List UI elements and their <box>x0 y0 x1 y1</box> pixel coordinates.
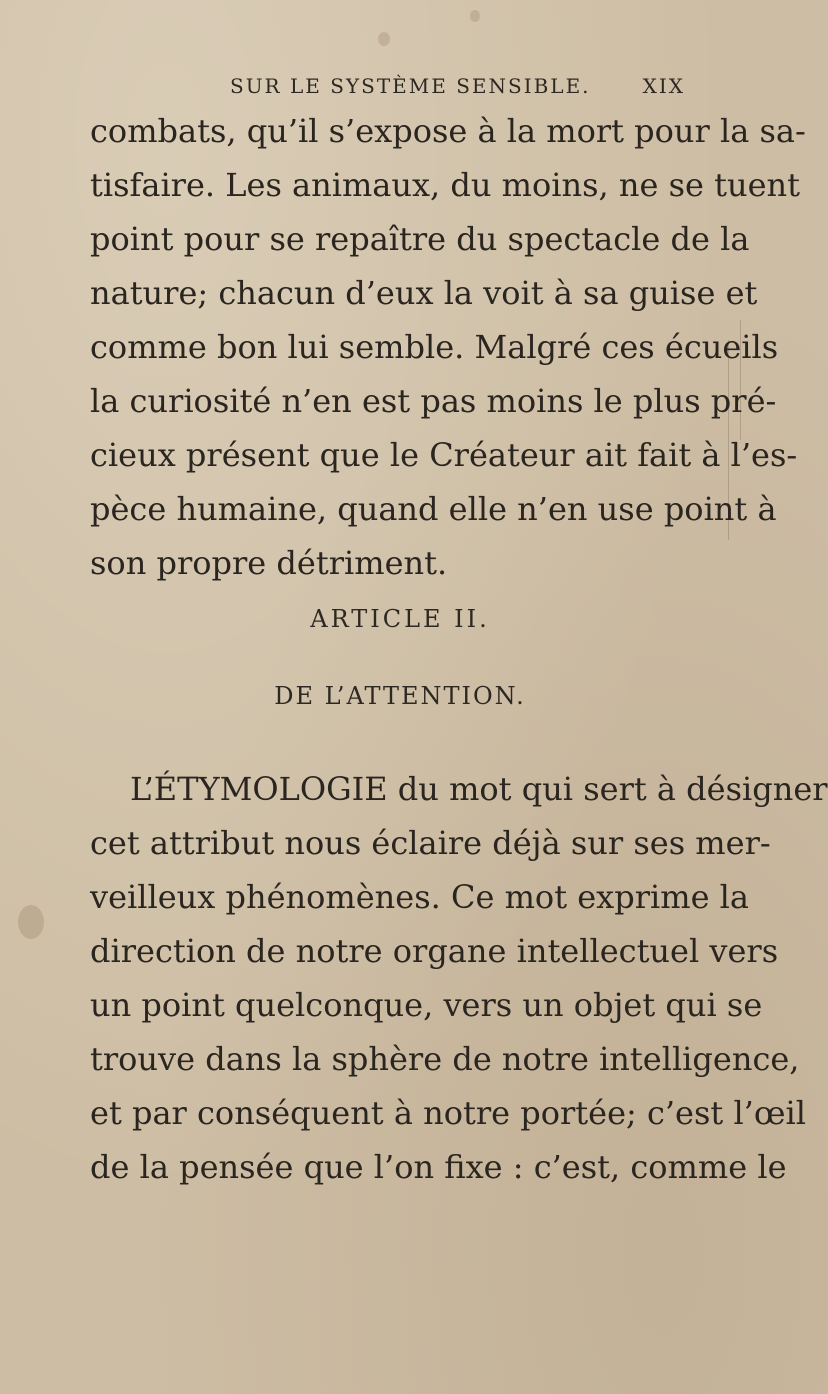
text-line: comme bon lui semble. Malgré ces écueils <box>90 328 779 366</box>
text-line: pèce humaine, quand elle n’en use point à <box>90 490 777 528</box>
text-line: de la pensée que l’on fixe : c’est, comme le <box>90 1148 787 1186</box>
text-line: direction de notre organe intellectuel vers <box>90 932 779 970</box>
text-line: combats, qu’il s’expose à la mort pour la sa- <box>90 112 806 150</box>
text-line: la curiosité n’en est pas moins le plus pré- <box>90 382 777 420</box>
text-line: un point quelconque, vers un objet qui se <box>90 986 763 1024</box>
running-head <box>230 74 685 104</box>
section-heading: DE L’ATTENTION. <box>274 682 526 710</box>
running-title: SUR LE SYSTÈME SENSIBLE. <box>230 74 591 98</box>
text-line: nature; chacun d’eux la voit à sa guise et <box>90 274 758 312</box>
paper-stain <box>470 10 480 22</box>
text-line: son propre détriment. <box>90 544 448 582</box>
text-line: L’ÉTYMOLOGIE du mot qui sert à désigner <box>130 770 828 808</box>
text-line: cieux présent que le Créateur ait fait à l’es- <box>90 436 798 474</box>
article-heading: ARTICLE II. <box>310 605 490 633</box>
text-line: point pour se repaître du spectacle de la <box>90 220 750 258</box>
text-line: veilleux phénomènes. Ce mot exprime la <box>90 878 749 916</box>
text-line: et par conséquent à notre portée; c’est l’œil <box>90 1094 806 1132</box>
text-line: tisfaire. Les animaux, du moins, ne se tuent <box>90 166 800 204</box>
text-line: trouve dans la sphère de notre intelligence, <box>90 1040 800 1078</box>
text-line: cet attribut nous éclaire déjà sur ses mer- <box>90 824 771 862</box>
page-number: XIX <box>642 74 685 98</box>
paper-stain <box>378 32 390 46</box>
paper-stain <box>18 905 44 939</box>
